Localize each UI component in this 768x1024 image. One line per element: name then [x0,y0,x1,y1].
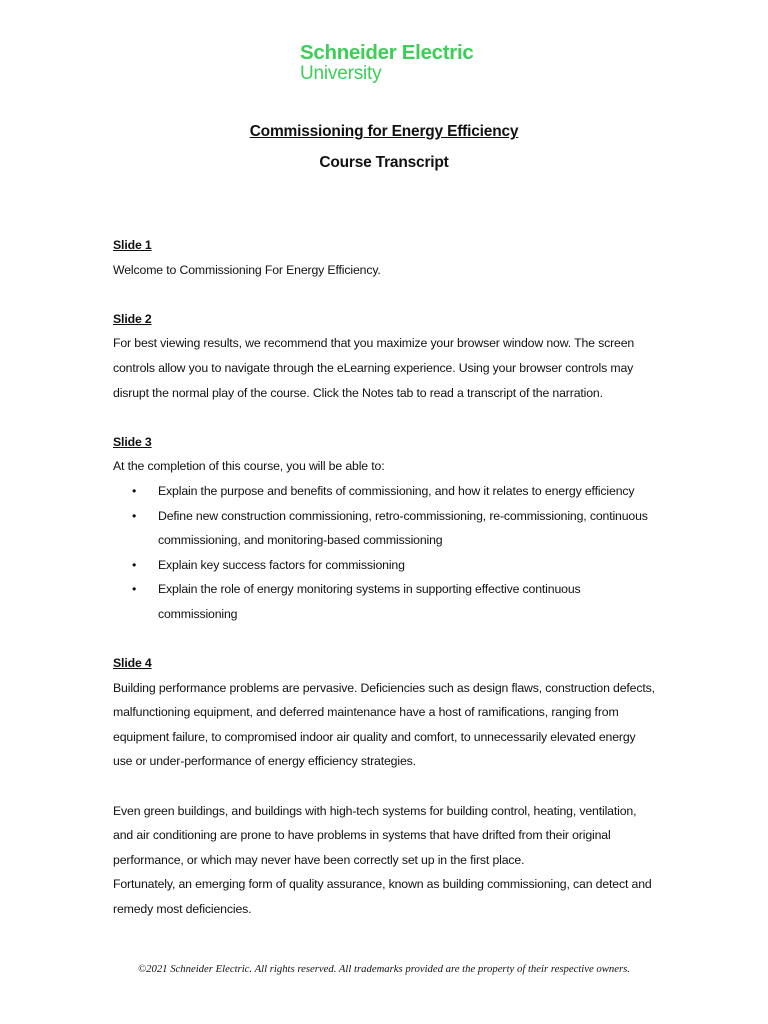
slide-4-heading: Slide 4 [113,656,152,671]
slide-1-text: Welcome to Commissioning For Energy Efficiency. [113,262,381,277]
list-item-text: Explain key success factors for commissioning [158,557,405,572]
slide-3-intro: At the completion of this course, you will be able to: [113,459,385,474]
bullet-icon: • [132,508,137,523]
logo-line-2: University [300,63,382,84]
transcript-body [113,233,658,922]
slide-2-heading: Slide 2 [113,311,152,326]
list-item [113,479,658,504]
slide-1-heading: Slide 1 [113,238,152,252]
objectives-list [113,479,658,627]
list-item-text: Explain the purpose and benefits of commissioning, and how it relates to energy efficiency [158,483,635,498]
list-item [113,553,658,578]
document-title-text: Commissioning for Energy Efficiency [249,123,519,140]
bullet-icon: • [132,483,137,498]
list-item-text: Explain the role of energy monitoring systems in supporting effective continuous commissioning [158,582,581,621]
document-subtitle: Course Transcript [319,154,449,171]
copyright-footer: ©2021 Schneider Electric. All rights reserved. All trademarks provided are the property of their respective owners. [138,963,630,975]
bullet-icon: • [132,557,137,572]
logo-line-1: Schneider Electric [300,41,474,64]
logo [300,42,474,84]
list-item [113,504,658,553]
slide-2-text: For best viewing results, we recommend that you maximize your browser window now. The screen controls allow you to navigate through the eLearning experience. Using your browser controls may disrupt the normal play of the course. Click the Notes tab to read a transcript of the narration. [113,336,635,400]
list-item [113,577,658,626]
slide-3-heading: Slide 3 [113,434,152,449]
slide-4-paragraph-2: Even green buildings, and buildings with high-tech systems for building control, heating, ventilation, and air conditioning are prone to have problems in systems that have drifted from their original performance, or which may never have been correctly set up in the first place. [113,803,637,867]
slide-4-paragraph-1: Building performance problems are pervasive. Deficiencies such as design flaws, construction defects, malfunctioning equipment, and deferred maintenance have a host of ramifications, ranging from equipment failure, to compromised indoor air quality and comfort, to unnecessarily elevated energy use or under-performance of energy efficiency strategies. [113,680,655,769]
slide-4-paragraph-3: Fortunately, an emerging form of quality assurance, known as building commissioning, can detect and remedy most deficiencies. [113,877,652,917]
list-item-text: Define new construction commissioning, retro-commissioning, re-commissioning, continuous commissioning, and monitoring-based commissioning [158,508,648,548]
bullet-icon: • [132,582,137,597]
document-title [0,123,768,141]
